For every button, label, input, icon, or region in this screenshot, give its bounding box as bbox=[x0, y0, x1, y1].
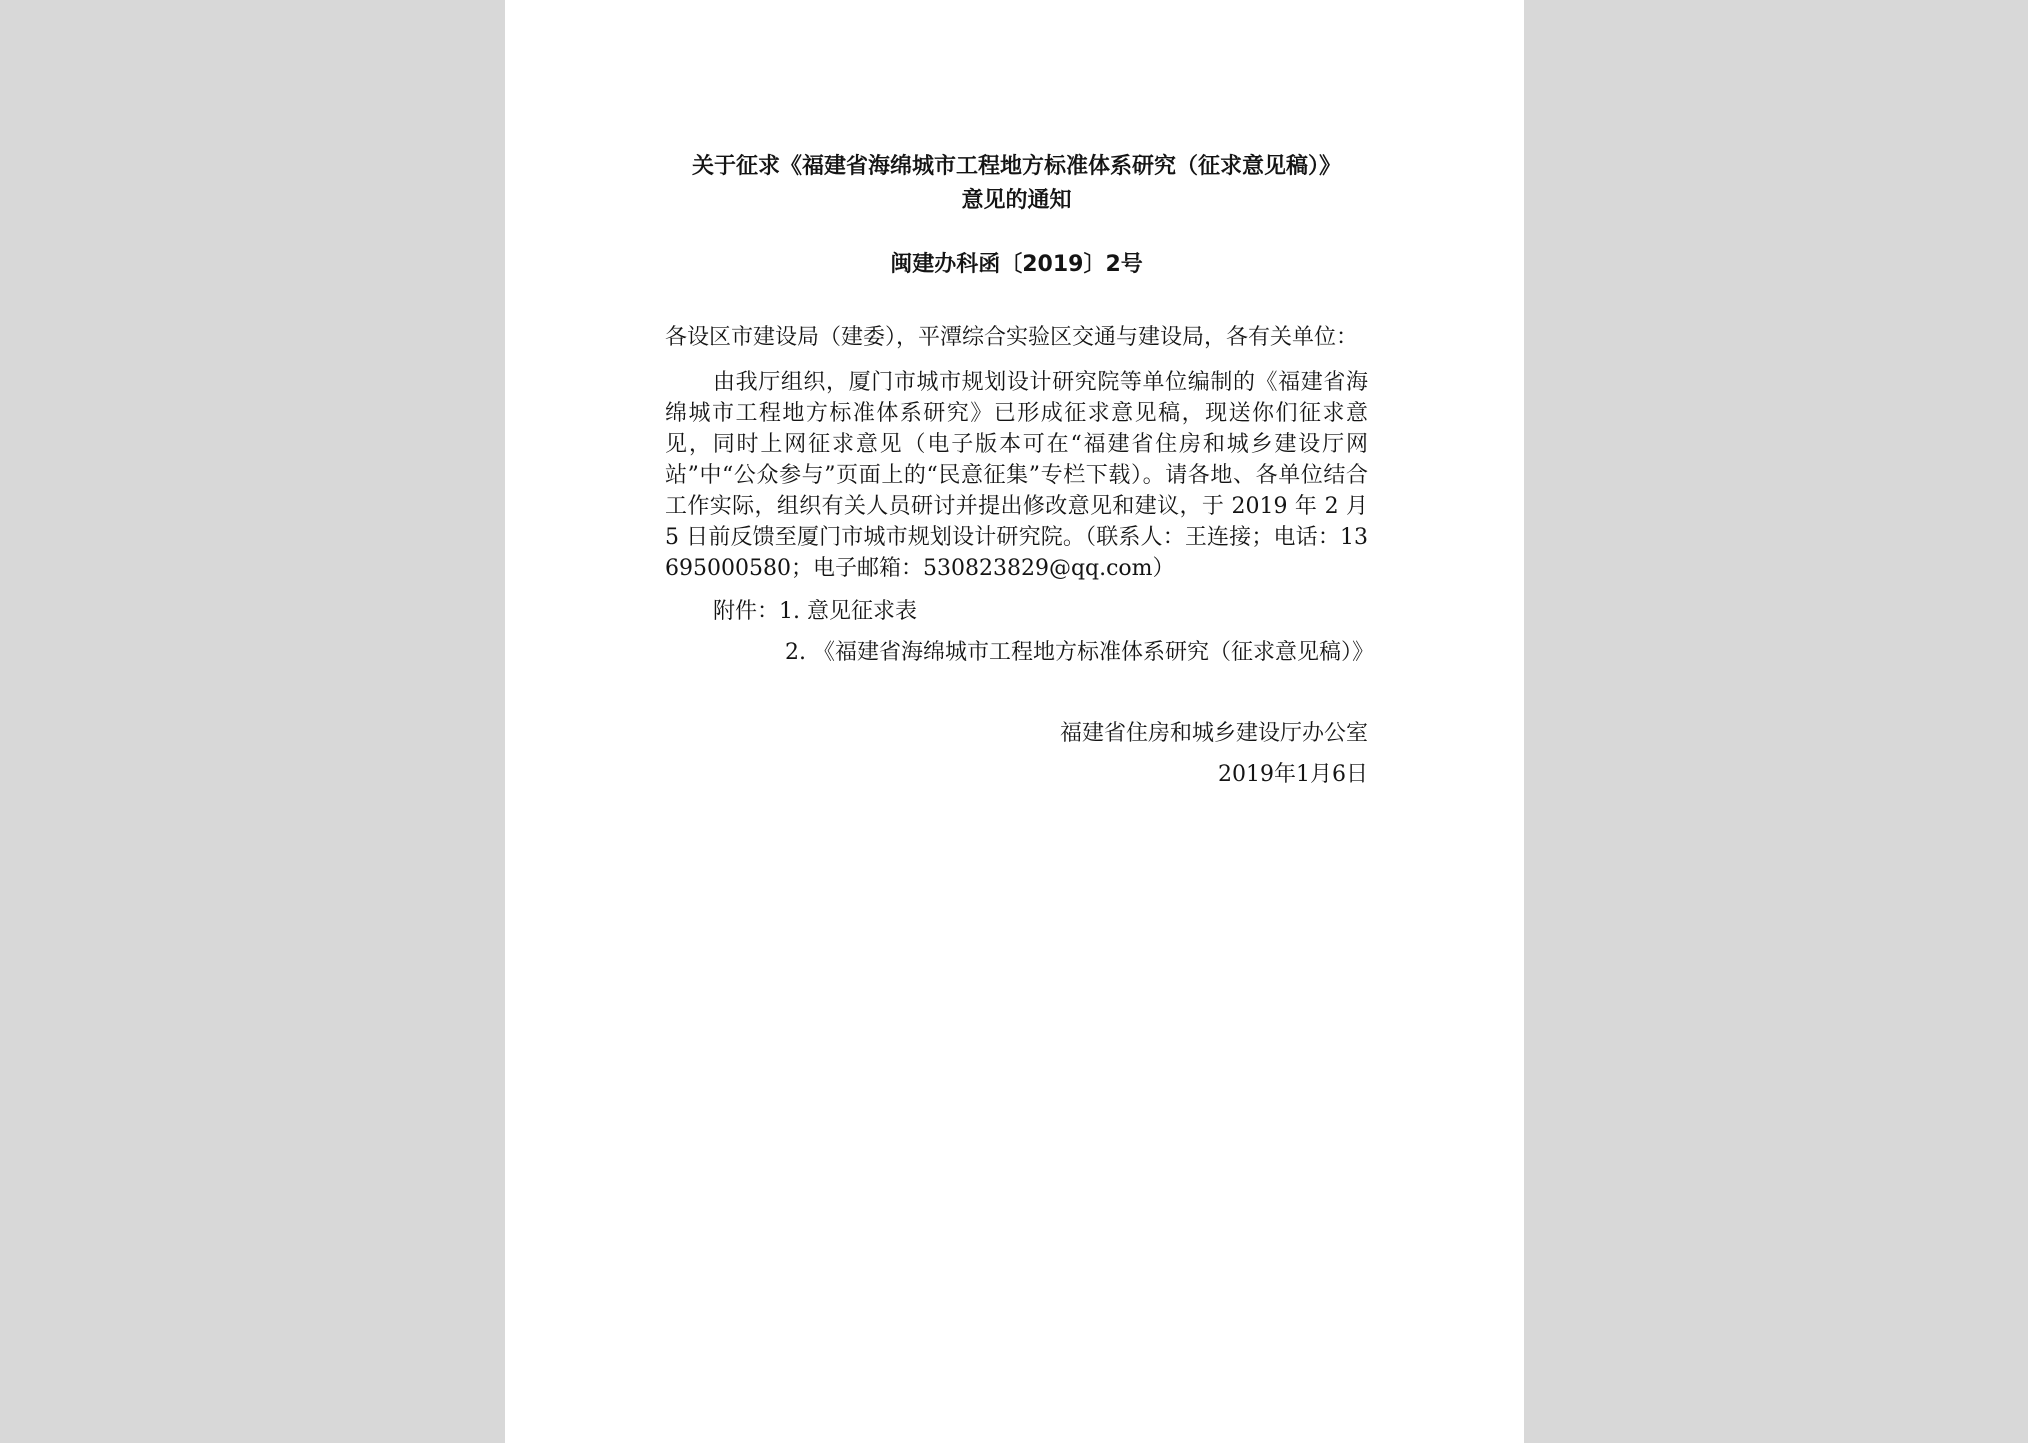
salutation: 各设区市建设局（建委），平潭综合实验区交通与建设局，各有关单位： bbox=[665, 325, 1359, 350]
issue-date: 2019年1月6日 bbox=[1218, 762, 1368, 787]
issuer-signature: 福建省住房和城乡建设厅办公室 bbox=[1059, 721, 1368, 746]
document-page bbox=[505, 0, 1524, 1443]
document-number: 闽建办科函〔2019〕2号 bbox=[890, 252, 1143, 277]
attachment-2: 2. 《福建省海绵城市工程地方标准体系研究（征求意见稿）》 bbox=[785, 640, 1374, 665]
title-line-2: 意见的通知 bbox=[961, 188, 1072, 213]
document-title bbox=[665, 150, 1368, 218]
body-paragraph: 由我厅组织，厦门市城市规划设计研究院等单位编制的《福建省海绵城市工程地方标准体系研究》已形成征求意见稿，现送你们征求意见，同时上网征求意见（电子版本可在“福建省住房和城乡建设厅网站”中“公众参与”页面上的“民意征集”专栏下载）。请各地、各单位结合工作实际，组织有关人员研讨并提出修改意见和建议，于 2019 年 2 月 5 日前反馈至厦门市城市规划设计研究院。（联系人：王连接；电话：13695000580；电子邮箱：530823829@qq.com） bbox=[665, 370, 1368, 581]
document-content bbox=[665, 150, 1374, 790]
title-line-1: 关于征求《福建省海绵城市工程地方标准体系研究（征求意见稿）》 bbox=[691, 154, 1341, 179]
attachment-1: 附件：1. 意见征求表 bbox=[713, 599, 917, 624]
